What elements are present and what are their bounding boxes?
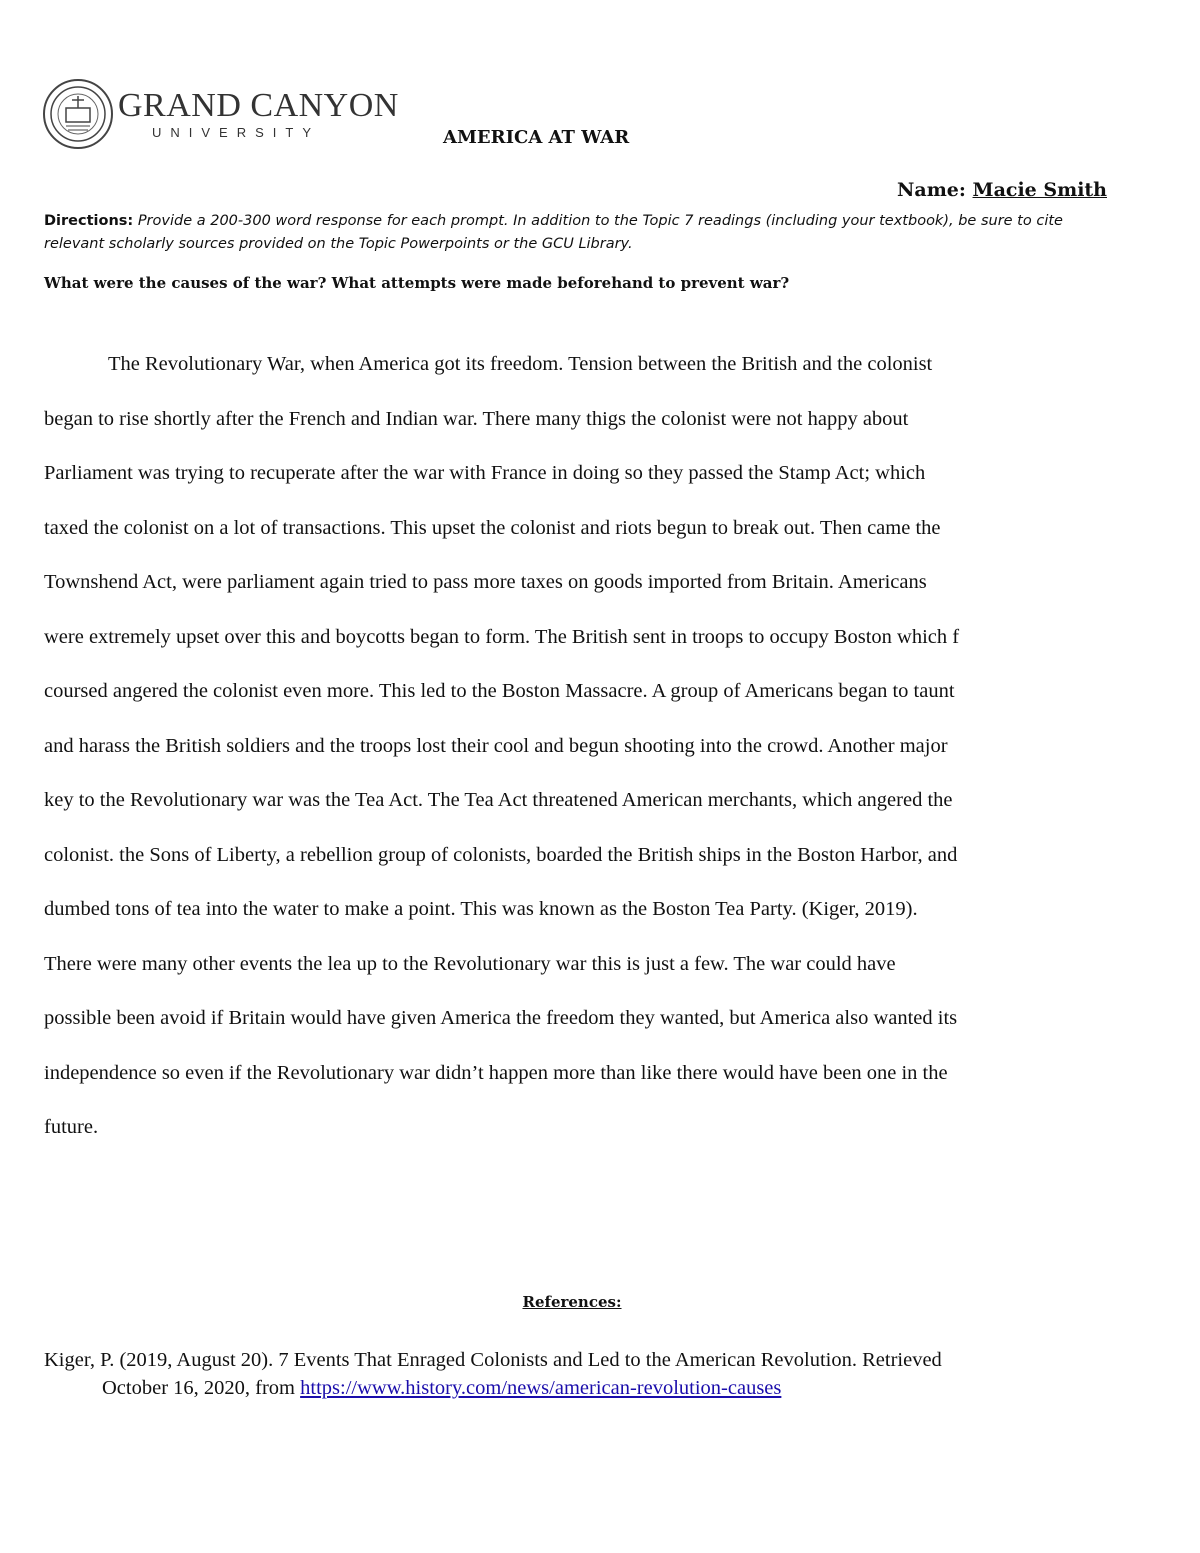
essay-line: coursed angered the colonist even more. This led to the Boston Massacre. A group of Americans began to taunt	[44, 680, 955, 702]
essay-line: were extremely upset over this and boycotts began to form. The British sent in troops to occupy Boston which f	[44, 625, 960, 648]
essay-line: began to rise shortly after the French and Indian war. There many thigs the colonist were not happy about	[44, 407, 909, 430]
reference-line-2	[44, 1374, 1134, 1402]
essay-line: independence so even if the Revolutionary war didn’t happen more than like there would have been one in the	[44, 1061, 948, 1084]
directions	[44, 210, 1124, 256]
essay-line: and harass the British soldiers and the troops lost their cool and begun shooting into the crowd. Another major	[44, 734, 948, 757]
essay-line: taxed the colonist on a lot of transactions. This upset the colonist and riots begun to break out. Then came the	[44, 516, 941, 539]
essay-line: dumbed tons of tea into the water to make a point. This was known as the Boston Tea Party. (Kiger, 2019).	[44, 898, 918, 920]
essay-line: possible been avoid if Britain would have given America the freedom they wanted, but America also wanted its	[44, 1007, 958, 1029]
reference-line-1: Kiger, P. (2019, August 20). 7 Events That Enraged Colonists and Led to the American Revolution. Retrieved	[44, 1349, 942, 1371]
reference-retrieved: October 16, 2020, from	[102, 1377, 295, 1399]
directions-text: Provide a 200-300 word response for each prompt. In addition to the Topic 7 readings (including your textbook), be sure to cite relevant scholarly sources provided on the Topic Powerpoints or the GCU Library.	[44, 213, 1063, 252]
name-label: Name:	[897, 179, 966, 201]
essay-line: colonist. the Sons of Liberty, a rebellion group of colonists, boarded the British ships in the Boston Harbor, and	[44, 843, 958, 866]
document-title: AMERICA AT WAR	[443, 127, 630, 148]
prompt-question: What were the causes of the war? What attempts were made beforehand to prevent war?	[44, 274, 790, 292]
university-logo	[42, 78, 399, 150]
essay-line: The Revolutionary War, when America got its freedom. Tension between the British and the colonist	[108, 353, 933, 375]
essay-line: Townshend Act, were parliament again tried to pass more taxes on goods imported from Britain. Americans	[44, 571, 927, 593]
student-name-line	[897, 179, 1107, 201]
name-value: Macie Smith	[972, 179, 1107, 201]
logo-name: GRAND CANYON	[118, 86, 399, 124]
reference-entry	[44, 1346, 1134, 1402]
logo-wordmark	[118, 86, 399, 140]
essay-line: There were many other events the lea up to the Revolutionary war this is just a few. The war could have	[44, 952, 896, 975]
essay-line: Parliament was trying to recuperate after the war with France in doing so they passed the Stamp Act; which	[44, 462, 926, 484]
essay-line: key to the Revolutionary war was the Tea Act. The Tea Act threatened American merchants, which angered the	[44, 789, 953, 811]
reference-link[interactable]: https://www.history.com/news/american-revolution-causes	[300, 1377, 782, 1399]
essay-body	[44, 350, 1134, 1168]
university-seal-icon	[42, 78, 114, 150]
logo-subtitle: UNIVERSITY	[152, 124, 321, 140]
directions-label: Directions:	[44, 213, 134, 229]
essay-line: future.	[44, 1116, 99, 1138]
references-heading: References:	[522, 1293, 622, 1311]
